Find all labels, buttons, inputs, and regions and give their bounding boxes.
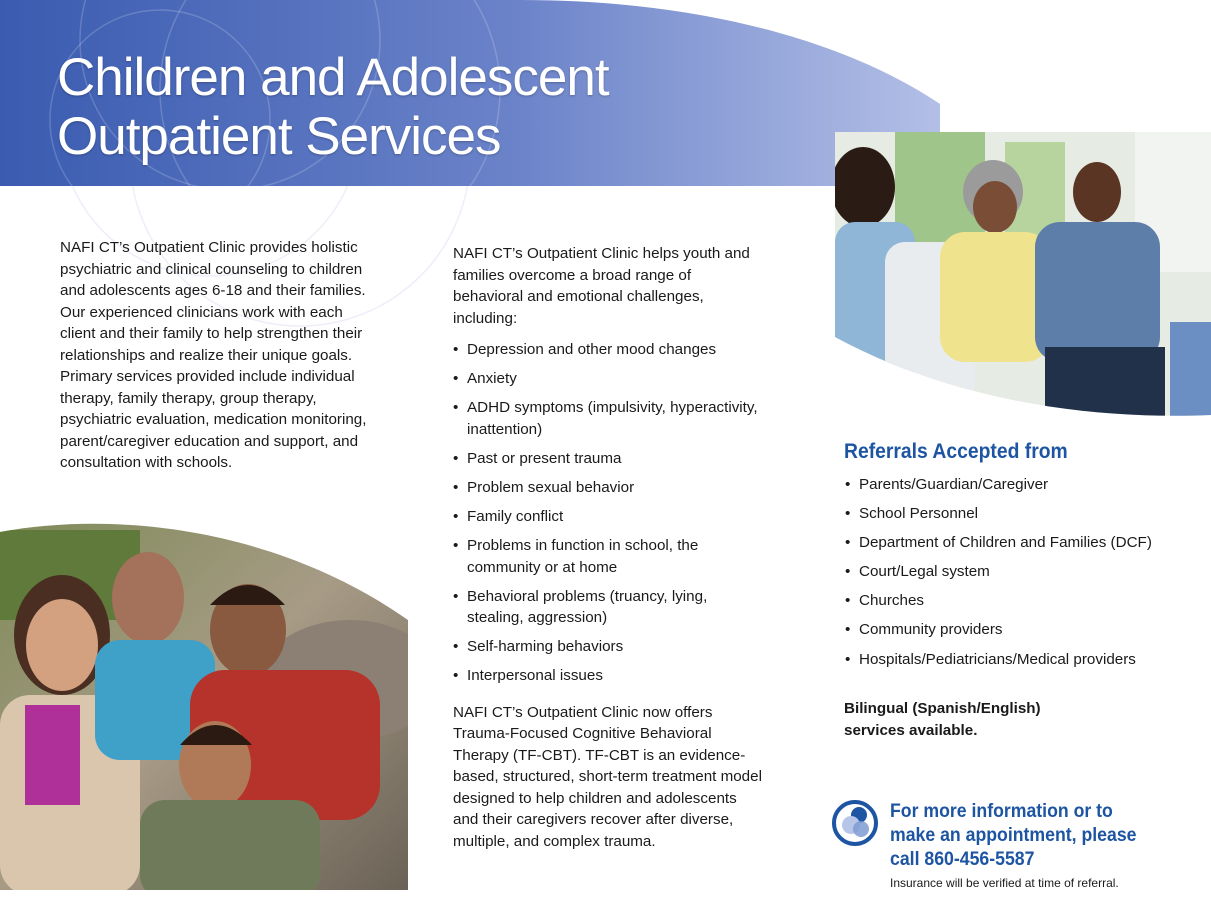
list-item: • Department of Children and Families (DCF) (845, 532, 1205, 554)
bilingual-line-1: Bilingual (Spanish/English) (844, 700, 1041, 717)
list-item: • Problems in function in school, the community or at home (453, 535, 763, 578)
title-line-1: Children and Adolescent (57, 48, 609, 107)
list-item: • Parents/Guardian/Caregiver (845, 474, 1205, 496)
contact-line-1: For more information or to (890, 801, 1113, 822)
contact-phone: call 860-456-5587 (890, 849, 1035, 870)
referrals-list (845, 474, 1205, 678)
list-item: • Depression and other mood changes (453, 339, 763, 361)
bilingual-line-2: services available. (844, 721, 978, 739)
list-item: • Self-harming behaviors (453, 636, 763, 658)
nafi-logo-icon (831, 799, 879, 847)
list-item: • Hospitals/Pediatricians/Medical providers (845, 649, 1205, 671)
challenges-lead: NAFI CT’s Outpatient Clinic helps youth and families overcome a broad range of behavioral and emotional challenges, including: (453, 245, 750, 327)
list-item: • School Personnel (845, 503, 1205, 525)
referrals-heading: Referrals Accepted from (844, 440, 1068, 463)
contact-line-2: make an appointment, please (890, 825, 1137, 846)
list-item: • Family conflict (453, 506, 763, 528)
title-line-2: Outpatient Services (57, 107, 501, 166)
list-item: • Interpersonal issues (453, 665, 763, 687)
list-item: • Anxiety (453, 368, 763, 390)
intro-paragraph: NAFI CT’s Outpatient Clinic provides holistic psychiatric and clinical counseling to children and adolescents ages 6-18 and their families. Our experienced clinicians work with each client and their family to help strengthen their relationships and realize their unique goals. Primary services provided include individual therapy, family therapy, group therapy, psychiatric evaluation, medication monitoring, parent/caregiver education and support, and consultation with schools. (60, 239, 367, 471)
contact-info (890, 800, 1160, 872)
group-therapy-photo (835, 132, 1211, 418)
list-item: • Churches (845, 590, 1205, 612)
list-item: • Community providers (845, 619, 1205, 641)
list-item: • Problem sexual behavior (453, 477, 763, 499)
insurance-note: Insurance will be verified at time of referral. (890, 876, 1119, 890)
list-item: • ADHD symptoms (impulsivity, hyperactivity, inattention) (453, 397, 763, 440)
challenges-column (453, 243, 763, 852)
family-photo (0, 510, 408, 890)
list-item: • Court/Legal system (845, 561, 1205, 583)
page-title (57, 48, 609, 166)
tfcbt-paragraph: NAFI CT’s Outpatient Clinic now offers Trauma-Focused Cognitive Behavioral Therapy (TF-CBT). TF-CBT is an evidence-based, structured, short-term treatment model designed to help children and adolescents and their caregivers recover after diverse, multiple, and complex trauma. (453, 703, 762, 850)
list-item: • Behavioral problems (truancy, lying, stealing, aggression) (453, 586, 763, 629)
list-item: • Past or present trauma (453, 448, 763, 470)
bilingual-notice (844, 698, 1041, 741)
challenges-list (453, 339, 763, 687)
